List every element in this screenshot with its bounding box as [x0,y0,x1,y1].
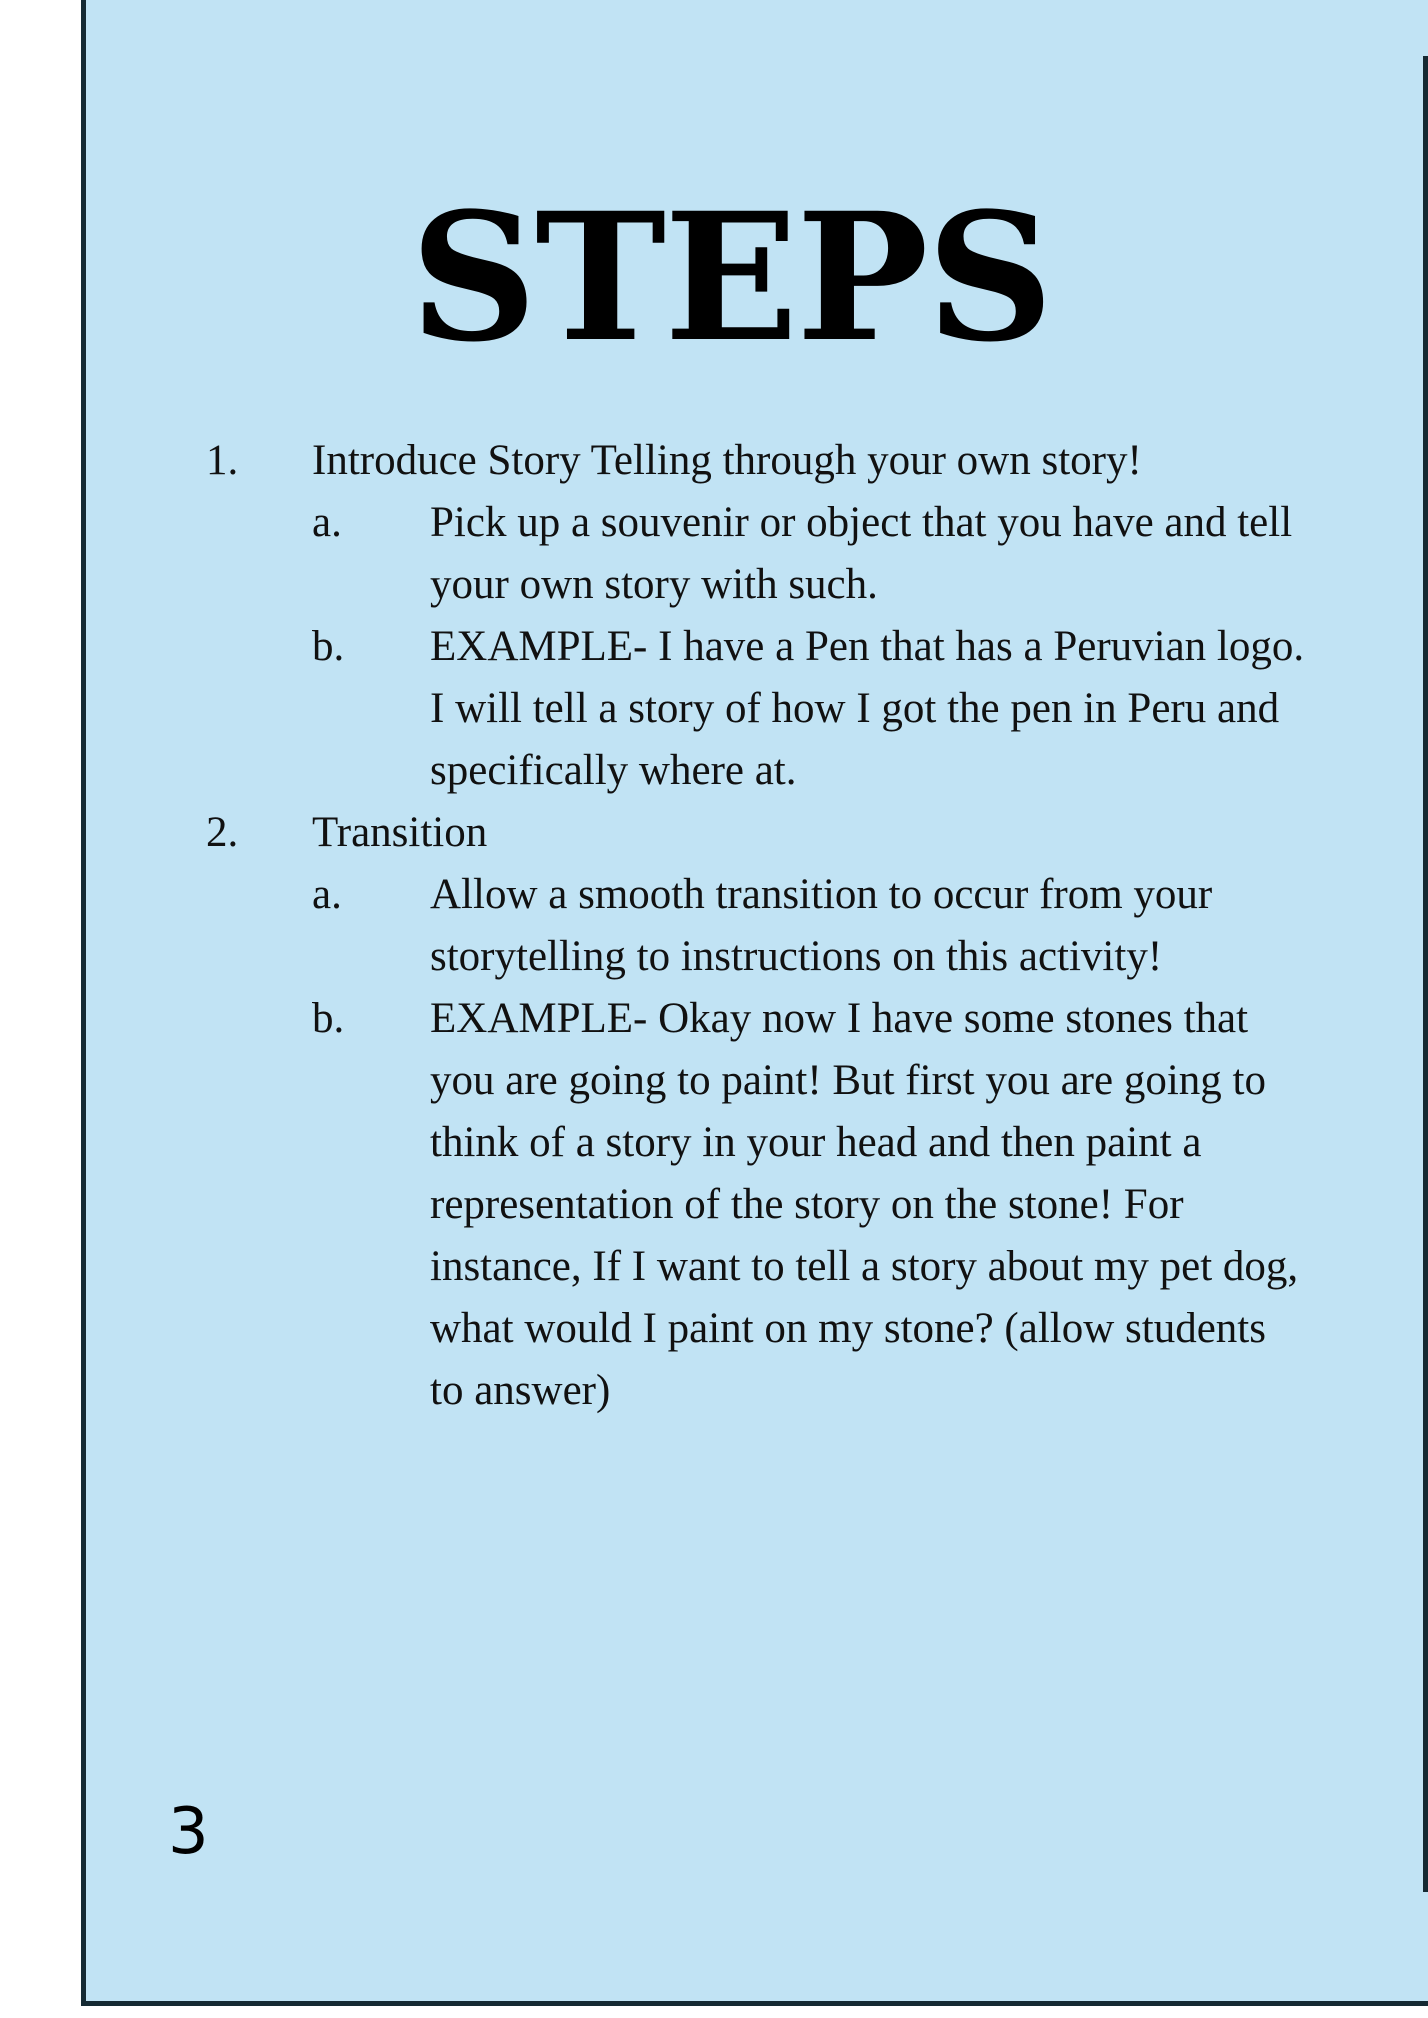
sub-step-item [312,864,1310,988]
step-item [206,430,1336,802]
steps-list [206,430,1336,1422]
sub-step-text: Pick up a souvenir or object that you have and tell your own story with such. [430,499,1293,608]
right-border-rule [1423,56,1428,1892]
sub-step-text: EXAMPLE- Okay now I have some stones that you are going to paint! But first you are going to think of a story in your head and then paint a representation of the story on the stone! For instance, If I want to tell a story about my pet dog, what would I paint on my stone? (allow students to answer) [430,995,1299,1414]
sub-step-letter: b. [312,995,345,1042]
page-number: 3 [168,1795,209,1869]
sub-step-item [312,616,1310,802]
step-text: Introduce Story Telling through your own story! [312,437,1142,484]
sub-step-list [312,864,1336,1422]
page-title: STEPS [410,174,1052,381]
step-item [206,802,1336,1422]
sub-step-text: Allow a smooth transition to occur from your storytelling to instructions on this activity! [430,871,1213,980]
step-number: 1. [206,437,239,484]
sub-step-item [312,988,1310,1422]
sub-step-item [312,492,1310,616]
sub-step-list [312,492,1336,802]
sub-step-letter: b. [312,623,345,670]
step-text: Transition [312,809,488,856]
sub-step-text: EXAMPLE- I have a Pen that has a Peruvian logo. I will tell a story of how I got the pen in Peru and specifically where at. [430,623,1305,794]
step-number: 2. [206,809,239,856]
sub-step-letter: a. [312,499,342,546]
sub-step-letter: a. [312,871,342,918]
